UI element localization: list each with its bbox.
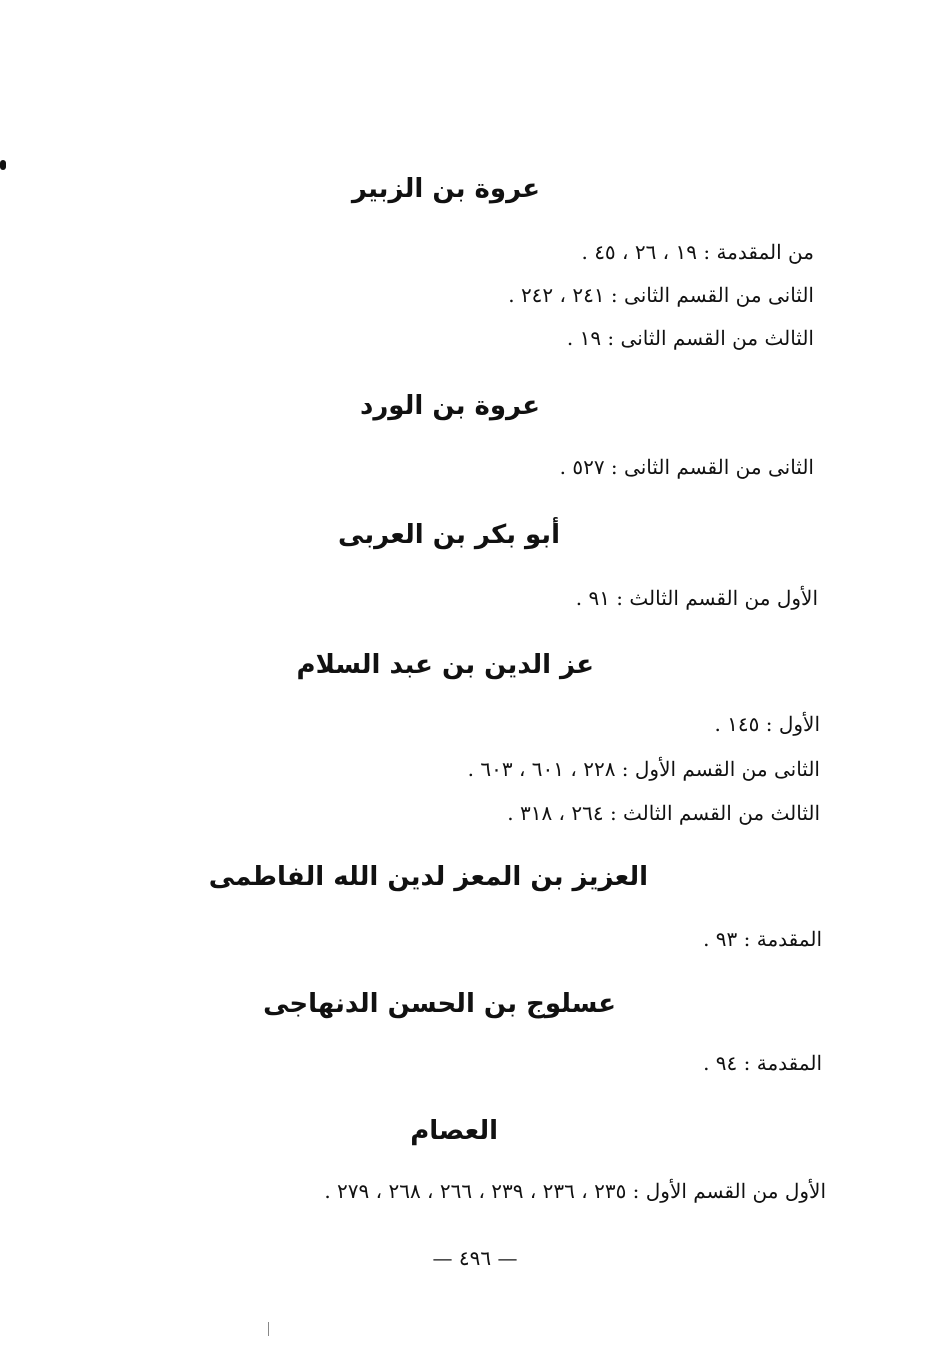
entry-heading-1: عروة بن الزبير (351, 174, 540, 204)
entry-5-ref-1: المقدمة : ٩٣ . (703, 927, 822, 951)
entry-4-ref-3: الثالث من القسم الثالث : ٢٦٤ ، ٣١٨ . (507, 801, 820, 825)
entry-heading-7: العصام (410, 1116, 498, 1146)
entry-1-ref-2: الثانى من القسم الثانى : ٢٤١ ، ٢٤٢ . (508, 283, 814, 307)
scan-artifact (268, 1322, 269, 1336)
entry-heading-3: أبو بكر بن العربى (338, 520, 560, 550)
scan-speck (0, 160, 6, 170)
page-number: — ٤٩٦ — (432, 1246, 518, 1270)
entry-7-ref-1: الأول من القسم الأول : ٢٣٥ ، ٢٣٦ ، ٢٣٩ ، ٢٦٦ ، ٢٦٨ ، ٢٧٩ . (324, 1179, 826, 1203)
entry-heading-2: عروة بن الورد (360, 391, 540, 421)
entry-3-ref-1: الأول من القسم الثالث : ٩١ . (575, 586, 818, 610)
entry-heading-5: العزيز بن المعز لدين الله الفاطمى (208, 862, 648, 892)
entry-1-ref-1: من المقدمة : ١٩ ، ٢٦ ، ٤٥ . (581, 240, 814, 264)
entry-6-ref-1: المقدمة : ٩٤ . (703, 1051, 822, 1075)
entry-2-ref-1: الثانى من القسم الثانى : ٥٢٧ . (559, 455, 814, 479)
entry-1-ref-3: الثالث من القسم الثانى : ١٩ . (566, 326, 814, 350)
entry-4-ref-1: الأول : ١٤٥ . (714, 712, 820, 736)
entry-heading-4: عز الدين بن عبد السلام (296, 650, 594, 680)
entry-4-ref-2: الثانى من القسم الأول : ٢٢٨ ، ٦٠١ ، ٦٠٣ . (467, 757, 820, 781)
entry-heading-6: عسلوج بن الحسن الدنهاجى (263, 989, 616, 1019)
